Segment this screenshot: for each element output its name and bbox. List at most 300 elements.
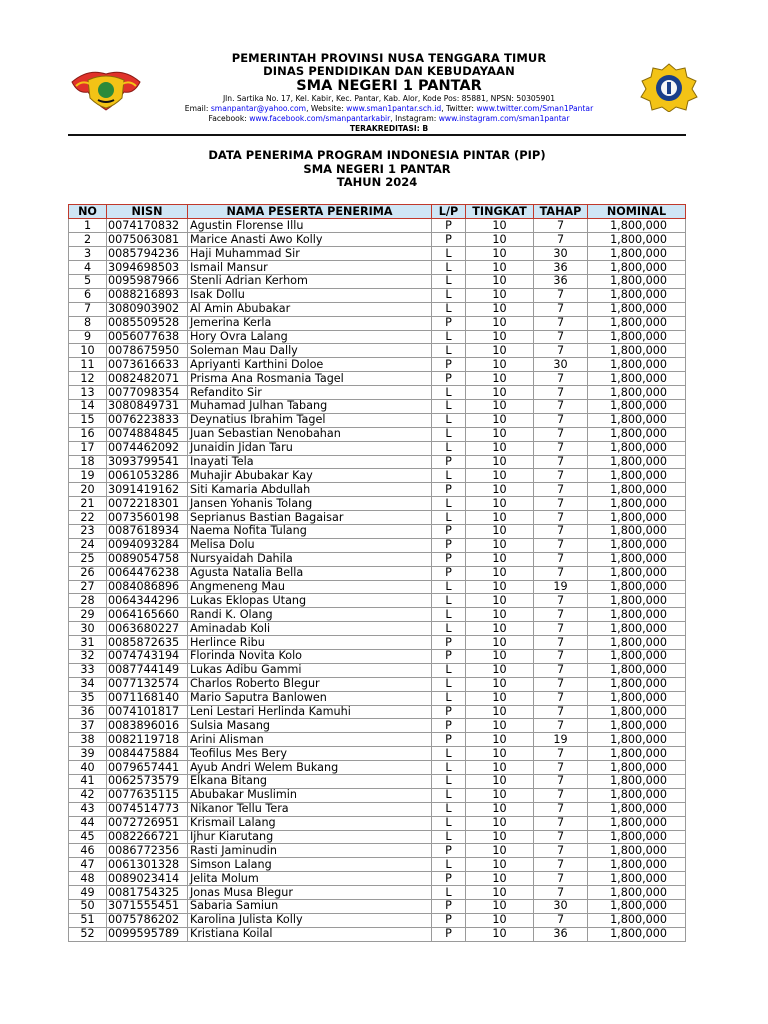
student-name-cell: Nikanor Tellu Tera xyxy=(188,802,432,816)
row-number: 26 xyxy=(69,566,107,580)
table-row xyxy=(69,594,686,608)
nisn-cell: 0094093284 xyxy=(107,538,188,552)
student-name-cell: Abubakar Muslimin xyxy=(188,788,432,802)
amount-cell: 1,800,000 xyxy=(588,650,686,664)
gender-cell: L xyxy=(432,413,466,427)
table-row xyxy=(69,816,686,830)
gender-cell: L xyxy=(432,608,466,622)
stage-cell: 7 xyxy=(534,497,588,511)
stage-cell: 7 xyxy=(534,483,588,497)
nisn-cell: 0095987966 xyxy=(107,274,188,288)
letterhead-divider xyxy=(68,134,686,136)
stage-cell: 7 xyxy=(534,705,588,719)
table-row xyxy=(69,719,686,733)
stage-cell: 36 xyxy=(534,927,588,941)
gender-cell: L xyxy=(432,691,466,705)
grade-cell: 10 xyxy=(466,775,534,789)
nisn-cell: 0074743194 xyxy=(107,650,188,664)
nisn-cell: 0074101817 xyxy=(107,705,188,719)
nisn-cell: 0084086896 xyxy=(107,580,188,594)
amount-cell: 1,800,000 xyxy=(588,219,686,233)
row-number: 21 xyxy=(69,497,107,511)
amount-cell: 1,800,000 xyxy=(588,455,686,469)
student-name-cell: Haji Muhammad Sir xyxy=(188,247,432,261)
table-header-row xyxy=(69,205,686,219)
amount-cell: 1,800,000 xyxy=(588,524,686,538)
stage-cell: 7 xyxy=(534,538,588,552)
row-number: 14 xyxy=(69,399,107,413)
gender-cell: L xyxy=(432,497,466,511)
amount-cell: 1,800,000 xyxy=(588,274,686,288)
row-number: 38 xyxy=(69,733,107,747)
education-office-emblem-icon xyxy=(638,62,700,112)
student-name-cell: Juan Sebastian Nenobahan xyxy=(188,427,432,441)
table-row xyxy=(69,441,686,455)
student-name-cell: Ijhur Kiarutang xyxy=(188,830,432,844)
table-row xyxy=(69,677,686,691)
stage-cell: 7 xyxy=(534,399,588,413)
nisn-cell: 0064476238 xyxy=(107,566,188,580)
student-name-cell: Melisa Dolu xyxy=(188,538,432,552)
nisn-cell: 0088216893 xyxy=(107,288,188,302)
table-row xyxy=(69,413,686,427)
row-number: 39 xyxy=(69,747,107,761)
amount-cell: 1,800,000 xyxy=(588,636,686,650)
row-number: 50 xyxy=(69,900,107,914)
student-name-cell: Sabaria Samiun xyxy=(188,900,432,914)
nisn-cell: 0079657441 xyxy=(107,761,188,775)
stage-cell: 7 xyxy=(534,913,588,927)
row-number: 5 xyxy=(69,274,107,288)
amount-cell: 1,800,000 xyxy=(588,358,686,372)
amount-cell: 1,800,000 xyxy=(588,413,686,427)
amount-cell: 1,800,000 xyxy=(588,302,686,316)
gender-cell: P xyxy=(432,524,466,538)
stage-cell: 7 xyxy=(534,608,588,622)
ntt-province-emblem-icon xyxy=(68,64,144,114)
gender-cell: L xyxy=(432,580,466,594)
nisn-cell: 0078675950 xyxy=(107,344,188,358)
nisn-cell: 0061053286 xyxy=(107,469,188,483)
table-row xyxy=(69,650,686,664)
table-row xyxy=(69,330,686,344)
stage-cell: 7 xyxy=(534,663,588,677)
stage-cell: 19 xyxy=(534,733,588,747)
amount-cell: 1,800,000 xyxy=(588,788,686,802)
grade-cell: 10 xyxy=(466,538,534,552)
gender-cell: P xyxy=(432,636,466,650)
grade-cell: 10 xyxy=(466,261,534,275)
instagram-link[interactable]: www.instagram.com/sman1pantar xyxy=(438,114,570,123)
grade-cell: 10 xyxy=(466,663,534,677)
student-name-cell: Agustin Florense Illu xyxy=(188,219,432,233)
grade-cell: 10 xyxy=(466,497,534,511)
amount-cell: 1,800,000 xyxy=(588,316,686,330)
amount-cell: 1,800,000 xyxy=(588,261,686,275)
office-name: DINAS PENDIDIKAN DAN KEBUDAYAAN xyxy=(263,64,515,78)
gender-cell: L xyxy=(432,761,466,775)
gender-cell: L xyxy=(432,594,466,608)
student-name-cell: Al Amin Abubakar xyxy=(188,302,432,316)
contact-line-2 xyxy=(150,114,628,124)
gender-cell: L xyxy=(432,302,466,316)
row-number: 18 xyxy=(69,455,107,469)
stage-cell: 7 xyxy=(534,747,588,761)
grade-cell: 10 xyxy=(466,302,534,316)
gender-cell: P xyxy=(432,219,466,233)
grade-cell: 10 xyxy=(466,552,534,566)
amount-cell: 1,800,000 xyxy=(588,233,686,247)
gender-cell: P xyxy=(432,900,466,914)
row-number: 25 xyxy=(69,552,107,566)
row-number: 9 xyxy=(69,330,107,344)
gender-cell: P xyxy=(432,483,466,497)
gender-cell: P xyxy=(432,719,466,733)
twitter-label: , Twitter: xyxy=(441,104,474,113)
email-link[interactable]: smanpantar@yahoo.com xyxy=(210,104,307,113)
title-school: SMA NEGERI 1 PANTAR xyxy=(303,161,451,176)
nisn-cell: 0075786202 xyxy=(107,913,188,927)
row-number: 34 xyxy=(69,677,107,691)
header-name: NAMA PESERTA PENERIMA xyxy=(188,205,432,219)
table-row xyxy=(69,219,686,233)
grade-cell: 10 xyxy=(466,427,534,441)
table-row xyxy=(69,274,686,288)
student-name-cell: Karolina Julista Kolly xyxy=(188,913,432,927)
stage-cell: 19 xyxy=(534,580,588,594)
grade-cell: 10 xyxy=(466,816,534,830)
amount-cell: 1,800,000 xyxy=(588,552,686,566)
stage-cell: 7 xyxy=(534,469,588,483)
gender-cell: P xyxy=(432,358,466,372)
amount-cell: 1,800,000 xyxy=(588,386,686,400)
stage-cell: 7 xyxy=(534,594,588,608)
nisn-cell: 0082266721 xyxy=(107,830,188,844)
grade-cell: 10 xyxy=(466,872,534,886)
stage-cell: 7 xyxy=(534,650,588,664)
grade-cell: 10 xyxy=(466,830,534,844)
stage-cell: 7 xyxy=(534,441,588,455)
row-number: 30 xyxy=(69,622,107,636)
gender-cell: P xyxy=(432,844,466,858)
gender-cell: P xyxy=(432,316,466,330)
stage-cell: 7 xyxy=(534,719,588,733)
nisn-cell: 0082482071 xyxy=(107,372,188,386)
stage-cell: 7 xyxy=(534,372,588,386)
grade-cell: 10 xyxy=(466,455,534,469)
amount-cell: 1,800,000 xyxy=(588,844,686,858)
row-number: 13 xyxy=(69,386,107,400)
gender-cell: L xyxy=(432,622,466,636)
stage-cell: 7 xyxy=(534,802,588,816)
stage-cell: 30 xyxy=(534,247,588,261)
gender-cell: P xyxy=(432,733,466,747)
stage-cell: 36 xyxy=(534,261,588,275)
table-row xyxy=(69,802,686,816)
gender-cell: P xyxy=(432,705,466,719)
grade-cell: 10 xyxy=(466,677,534,691)
amount-cell: 1,800,000 xyxy=(588,733,686,747)
nisn-cell: 0074170832 xyxy=(107,219,188,233)
accreditation-status: TERAKREDITASI: B xyxy=(349,124,429,133)
stage-cell: 7 xyxy=(534,524,588,538)
table-row xyxy=(69,580,686,594)
gender-cell: L xyxy=(432,441,466,455)
row-number: 35 xyxy=(69,691,107,705)
row-number: 19 xyxy=(69,469,107,483)
student-name-cell: Teofilus Mes Bery xyxy=(188,747,432,761)
nisn-cell: 0077098354 xyxy=(107,386,188,400)
row-number: 22 xyxy=(69,511,107,525)
amount-cell: 1,800,000 xyxy=(588,344,686,358)
row-number: 51 xyxy=(69,913,107,927)
row-number: 8 xyxy=(69,316,107,330)
student-name-cell: Hory Ovra Lalang xyxy=(188,330,432,344)
amount-cell: 1,800,000 xyxy=(588,247,686,261)
stage-cell: 7 xyxy=(534,288,588,302)
student-name-cell: Marice Anasti Awo Kolly xyxy=(188,233,432,247)
stage-cell: 7 xyxy=(534,830,588,844)
grade-cell: 10 xyxy=(466,358,534,372)
amount-cell: 1,800,000 xyxy=(588,441,686,455)
nisn-cell: 0071168140 xyxy=(107,691,188,705)
letterhead xyxy=(60,50,708,136)
gender-cell: L xyxy=(432,511,466,525)
amount-cell: 1,800,000 xyxy=(588,330,686,344)
website-link[interactable]: www.sman1pantar.sch.id xyxy=(346,104,442,113)
amount-cell: 1,800,000 xyxy=(588,427,686,441)
table-row xyxy=(69,427,686,441)
row-number: 1 xyxy=(69,219,107,233)
gender-cell: L xyxy=(432,261,466,275)
stage-cell: 7 xyxy=(534,344,588,358)
grade-cell: 10 xyxy=(466,761,534,775)
nisn-cell: 0081754325 xyxy=(107,886,188,900)
facebook-link[interactable]: www.facebook.com/smanpantarkabir xyxy=(249,114,391,123)
grade-cell: 10 xyxy=(466,580,534,594)
gender-cell: P xyxy=(432,650,466,664)
table-row xyxy=(69,913,686,927)
gender-cell: L xyxy=(432,886,466,900)
amount-cell: 1,800,000 xyxy=(588,469,686,483)
table-row xyxy=(69,608,686,622)
grade-cell: 10 xyxy=(466,886,534,900)
grade-cell: 10 xyxy=(466,594,534,608)
grade-cell: 10 xyxy=(466,524,534,538)
grade-cell: 10 xyxy=(466,788,534,802)
gender-cell: L xyxy=(432,788,466,802)
table-row xyxy=(69,663,686,677)
student-name-cell: Arini Alisman xyxy=(188,733,432,747)
nisn-cell: 0083896016 xyxy=(107,719,188,733)
table-row xyxy=(69,497,686,511)
nisn-cell: 0087744149 xyxy=(107,663,188,677)
nisn-cell: 0072218301 xyxy=(107,497,188,511)
student-name-cell: Jemerina Kerla xyxy=(188,316,432,330)
gender-cell: L xyxy=(432,830,466,844)
row-number: 3 xyxy=(69,247,107,261)
nisn-cell: 0075063081 xyxy=(107,233,188,247)
stage-cell: 7 xyxy=(534,677,588,691)
nisn-cell: 0085794236 xyxy=(107,247,188,261)
amount-cell: 1,800,000 xyxy=(588,691,686,705)
grade-cell: 10 xyxy=(466,330,534,344)
student-name-cell: Florinda Novita Kolo xyxy=(188,650,432,664)
row-number: 20 xyxy=(69,483,107,497)
amount-cell: 1,800,000 xyxy=(588,719,686,733)
row-number: 41 xyxy=(69,775,107,789)
nisn-cell: 0062573579 xyxy=(107,775,188,789)
stage-cell: 7 xyxy=(534,233,588,247)
table-row xyxy=(69,288,686,302)
row-number: 37 xyxy=(69,719,107,733)
nisn-cell: 3080849731 xyxy=(107,399,188,413)
stage-cell: 7 xyxy=(534,858,588,872)
stage-cell: 7 xyxy=(534,302,588,316)
stage-cell: 7 xyxy=(534,330,588,344)
grade-cell: 10 xyxy=(466,844,534,858)
email-label: Email: xyxy=(184,104,209,113)
stage-cell: 7 xyxy=(534,636,588,650)
student-name-cell: Kristiana Koilal xyxy=(188,927,432,941)
gender-cell: P xyxy=(432,913,466,927)
stage-cell: 7 xyxy=(534,219,588,233)
table-row xyxy=(69,733,686,747)
table-row xyxy=(69,636,686,650)
stage-cell: 7 xyxy=(534,872,588,886)
stage-cell: 7 xyxy=(534,386,588,400)
table-row xyxy=(69,788,686,802)
table-row xyxy=(69,372,686,386)
table-row xyxy=(69,316,686,330)
nisn-cell: 0087618934 xyxy=(107,524,188,538)
row-number: 44 xyxy=(69,816,107,830)
student-name-cell: Muhajir Abubakar Kay xyxy=(188,469,432,483)
nisn-cell: 0089023414 xyxy=(107,872,188,886)
nisn-cell: 0076223833 xyxy=(107,413,188,427)
row-number: 40 xyxy=(69,761,107,775)
amount-cell: 1,800,000 xyxy=(588,747,686,761)
student-name-cell: Ayub Andri Welem Bukang xyxy=(188,761,432,775)
stage-cell: 7 xyxy=(534,316,588,330)
gender-cell: P xyxy=(432,455,466,469)
table-row xyxy=(69,386,686,400)
row-number: 33 xyxy=(69,663,107,677)
stage-cell: 7 xyxy=(534,844,588,858)
amount-cell: 1,800,000 xyxy=(588,761,686,775)
table-row xyxy=(69,552,686,566)
student-name-cell: Ismail Mansur xyxy=(188,261,432,275)
student-name-cell: Herlince Ribu xyxy=(188,636,432,650)
gender-cell: L xyxy=(432,288,466,302)
table-row xyxy=(69,927,686,941)
amount-cell: 1,800,000 xyxy=(588,816,686,830)
gender-cell: P xyxy=(432,872,466,886)
table-row xyxy=(69,538,686,552)
nisn-cell: 0077635115 xyxy=(107,788,188,802)
student-name-cell: Jonas Musa Blegur xyxy=(188,886,432,900)
table-row xyxy=(69,358,686,372)
row-number: 7 xyxy=(69,302,107,316)
nisn-cell: 0064344296 xyxy=(107,594,188,608)
amount-cell: 1,800,000 xyxy=(588,399,686,413)
stage-cell: 7 xyxy=(534,552,588,566)
student-name-cell: Rasti Jaminudin xyxy=(188,844,432,858)
amount-cell: 1,800,000 xyxy=(588,886,686,900)
nisn-cell: 0061301328 xyxy=(107,858,188,872)
amount-cell: 1,800,000 xyxy=(588,663,686,677)
gender-cell: L xyxy=(432,427,466,441)
pip-recipients-table xyxy=(68,204,686,942)
nisn-cell: 0073560198 xyxy=(107,511,188,525)
table-row xyxy=(69,233,686,247)
student-name-cell: Naema Nofita Tulang xyxy=(188,524,432,538)
grade-cell: 10 xyxy=(466,441,534,455)
stage-cell: 30 xyxy=(534,900,588,914)
gender-cell: L xyxy=(432,330,466,344)
stage-cell: 7 xyxy=(534,511,588,525)
header-gender: L/P xyxy=(432,205,466,219)
amount-cell: 1,800,000 xyxy=(588,622,686,636)
amount-cell: 1,800,000 xyxy=(588,900,686,914)
row-number: 27 xyxy=(69,580,107,594)
gender-cell: P xyxy=(432,552,466,566)
nisn-cell: 0064165660 xyxy=(107,608,188,622)
amount-cell: 1,800,000 xyxy=(588,497,686,511)
row-number: 43 xyxy=(69,802,107,816)
nisn-cell: 0085872635 xyxy=(107,636,188,650)
header-amount: NOMINAL xyxy=(588,205,686,219)
student-name-cell: Stenli Adrian Kerhom xyxy=(188,274,432,288)
nisn-cell: 0085509528 xyxy=(107,316,188,330)
student-name-cell: Leni Lestari Herlinda Kamuhi xyxy=(188,705,432,719)
gender-cell: P xyxy=(432,927,466,941)
twitter-link[interactable]: www.twitter.com/Sman1Pantar xyxy=(476,104,594,113)
grade-cell: 10 xyxy=(466,719,534,733)
student-name-cell: Lukas Eklopas Utang xyxy=(188,594,432,608)
nisn-cell: 0074884845 xyxy=(107,427,188,441)
amount-cell: 1,800,000 xyxy=(588,927,686,941)
row-number: 17 xyxy=(69,441,107,455)
stage-cell: 7 xyxy=(534,413,588,427)
table-row xyxy=(69,469,686,483)
student-name-cell: Isak Dollu xyxy=(188,288,432,302)
grade-cell: 10 xyxy=(466,288,534,302)
row-number: 11 xyxy=(69,358,107,372)
table-row xyxy=(69,511,686,525)
nisn-cell: 0089054758 xyxy=(107,552,188,566)
student-name-cell: Siti Kamaria Abdullah xyxy=(188,483,432,497)
amount-cell: 1,800,000 xyxy=(588,608,686,622)
row-number: 28 xyxy=(69,594,107,608)
gender-cell: L xyxy=(432,344,466,358)
table-row xyxy=(69,705,686,719)
header-stage: TAHAP xyxy=(534,205,588,219)
row-number: 47 xyxy=(69,858,107,872)
row-number: 49 xyxy=(69,886,107,900)
nisn-cell: 3080903902 xyxy=(107,302,188,316)
row-number: 10 xyxy=(69,344,107,358)
grade-cell: 10 xyxy=(466,650,534,664)
student-name-cell: Junaidin Jidan Taru xyxy=(188,441,432,455)
nisn-cell: 3093799541 xyxy=(107,455,188,469)
amount-cell: 1,800,000 xyxy=(588,483,686,497)
grade-cell: 10 xyxy=(466,705,534,719)
amount-cell: 1,800,000 xyxy=(588,372,686,386)
gender-cell: L xyxy=(432,802,466,816)
instagram-label: , Instagram: xyxy=(390,114,437,123)
table-row xyxy=(69,483,686,497)
